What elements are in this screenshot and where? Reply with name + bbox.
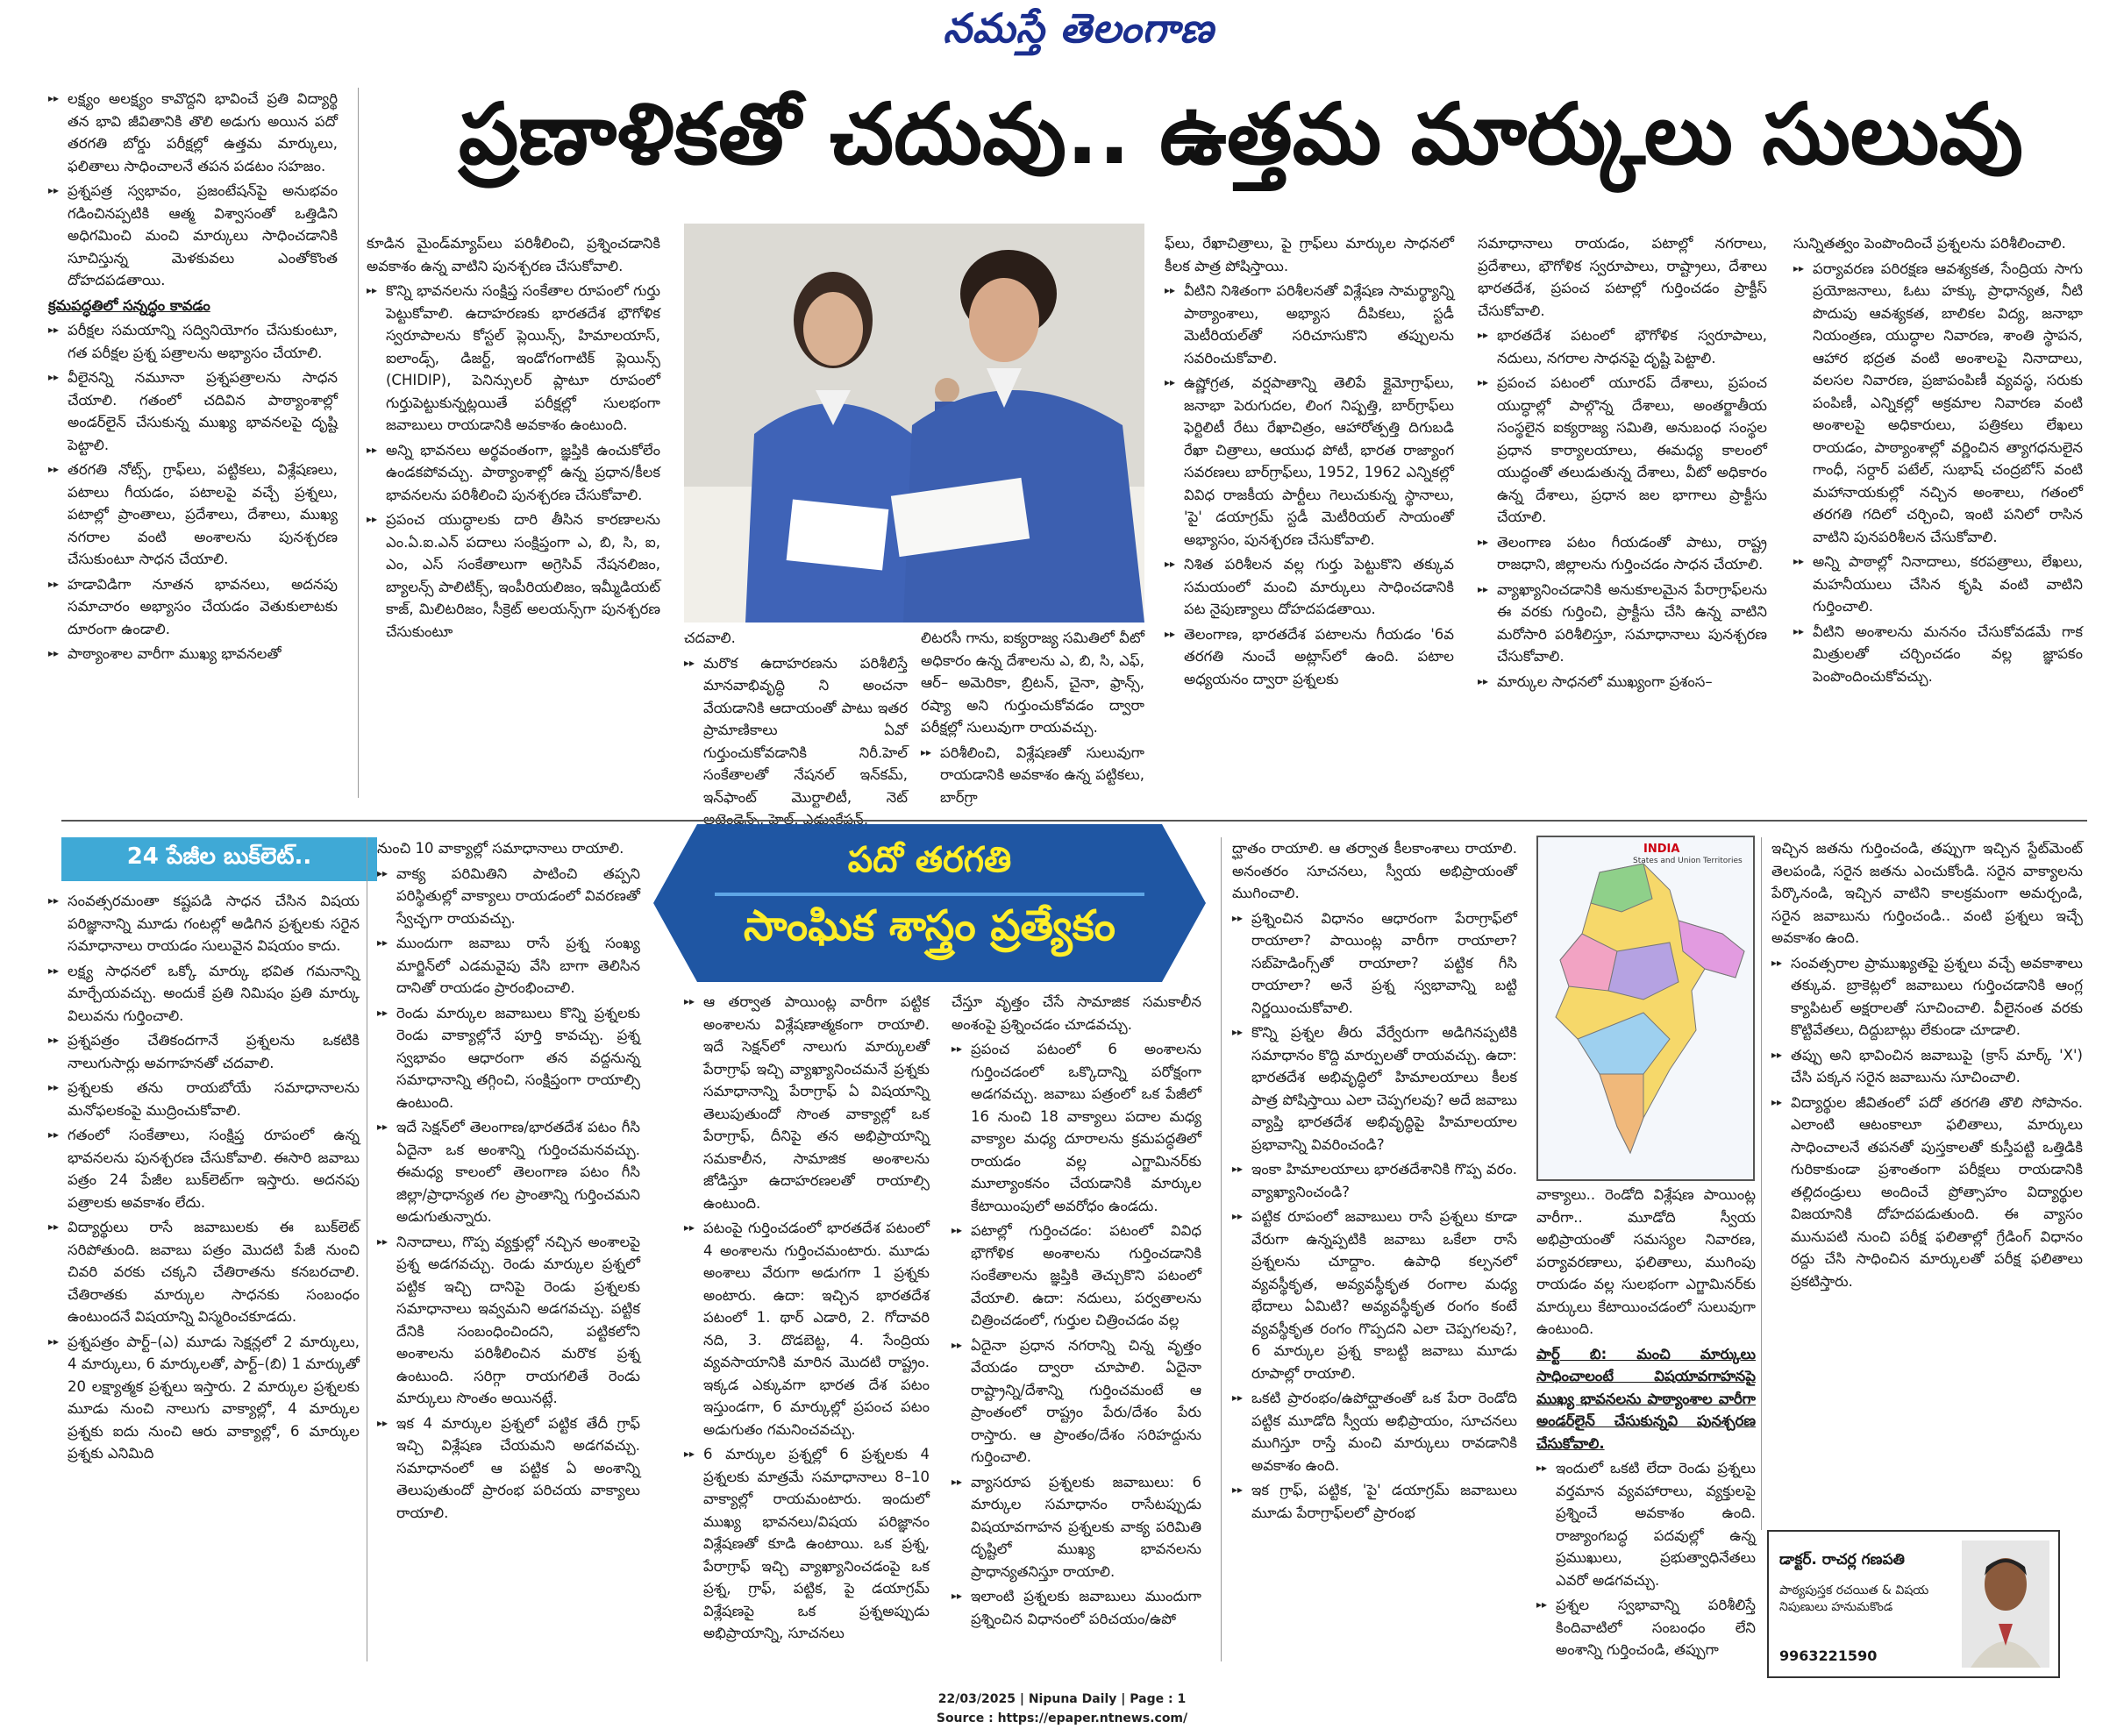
paragraph: చేస్తూ వృత్తం చేసే సామాజిక సమకాలీన అంశంపై ప్రశ్నించడం చూడవచ్చు. — [952, 993, 1201, 1033]
paragraph: ▸▸ తెలంగాణ, భారతదేశ పటాలను గీయడం '6వ తరగతి నుంచే అట్లాస్‌లో ఉంది. పటాల అధ్యయనం ద్వారా ప్రశ్నలకు — [1165, 623, 1454, 691]
bottom-col-2 — [377, 837, 640, 1661]
paragraph: ▸▸ సంవత్సరమంతా కష్టపడి సాధన చేసిన విషయ పరిజ్ఞానాన్ని మూడు గంటల్లో అడిగిన ప్రశ్నలకు సరైన సమాధానాలు రాయడం సులువైన విషయం కాదు. — [48, 890, 360, 957]
paragraph: ▸▸ పాఠ్యాంశాల వారీగా ముఖ్య భావనలతో — [48, 643, 338, 665]
bottom-col-1 — [48, 890, 360, 1661]
paragraph: ▸▸ విద్యార్థుల జీవితంలో పదో తరగతి తొలి సోపానం. ఎలాంటి ఆటంకాలూ ఫలితాలు, మార్కులు సాధించాలనే తపనతో పుస్తకాలతో కుస్తీపట్టి ఒత్తిడికి గురికాకుండా ప్రశాంతంగా పరీక్షలు రాయడానికి తల్లిదండ్రులు అందించే ప్రోత్సాహం విద్యార్థుల విజయానికి దోహదపడుతుంది. ఈ వ్యాసం మునుపటి నుంచి పరీక్ష ఫలితాల్లో గ్రేడింగ్ విధానం రద్దు చేసి సాధించిన మార్కులతో పరీక్ష ఫలితాలు ప్రకటిస్తారు. — [1771, 1092, 2083, 1293]
paragraph: ▸▸ వాక్య పరిమితిని పాటించి తప్పని పరిస్థితుల్లో వాక్యాలు రాయడంలో వివరణతో స్వేచ్ఛగా రాయవచ్చు. — [377, 863, 640, 930]
paragraph: ▸▸ తరగతి నోట్స్, గ్రాఫ్‌లు, పట్టికలు, విశ్లేషణలు, పటాలు గీయడం, పటాలపై వచ్చే ప్రశ్నలు, పటాల్లో ప్రాంతాలు, ప్రదేశాలు, దేశాలు, ముఖ్య నగరాల వంటి అంశాలను పునశ్చరణ చేసుకుంటూ సాధన చేయాలి. — [48, 459, 338, 571]
paragraph: ▸▸ ఆ తర్వాత పాయింట్ల వారీగా పట్టిక అంశాలను విశ్లేషణాత్మకంగా రాయాలి. ఇదే సెక్షన్‌లో నాలుగు మార్కులతో పేరాగ్రాఫ్ ఇచ్చి వ్యాఖ్యానించమనే ప్రశ్నకు సమాధానాన్ని పేరాగ్రాఫ్ ఏ విషయాన్ని తెలుపుతుందో సొంత వాక్యాల్లో ఒక పేరాగ్రాఫ్, దీనిపై తన అభిప్రాయాన్ని సమకాలీన, సామాజిక అంశాలను జోడిస్తూ ఉదాహరణలతో రాయాల్సి ఉంటుంది. — [684, 991, 930, 1214]
students-photo — [684, 224, 1144, 623]
paragraph: సున్నితత్వం పెంపొందించే ప్రశ్నలను పరిశీలించాలి. — [1793, 235, 2066, 252]
paragraph: ▸▸ తప్పు అని భావించిన జవాబుపై (క్రాస్ మార్క్ 'X') చేసి పక్కన సరైన జవాబును సూచించాలి. — [1771, 1044, 2083, 1089]
paragraph: ▸▸ వీలైనన్ని నమూనా ప్రశ్నపత్రాలను సాధన చేయాలి. గతంలో చదివిన పాఠ్యాంశాల్లో అండర్‌లైన్ చేసుకున్న ముఖ్య భావనలపై దృష్టి పెట్టాలి. — [48, 366, 338, 456]
paragraph: ▸▸ పటంపై గుర్తించడంలో భారతదేశ పటంలో 4 అంశాలను గుర్తించమంటారు. మూడు అంశాలు వేరుగా అడుగగా 1 ప్రశ్నకు అంటారు. ఉదా: ఇచ్చిన భారతదేశ పటంలో 1. థార్ ఎడారి, 2. గోదావరి నది, 3. దొడబెట్ట, 4. సేంద్రియ వ్యవసాయానికి మారిన మొదటి రాష్ట్రం. ఇక్కడ ఎక్కువగా భారత దేశ పటం ఇస్తుండగా, 6 మార్కుల్లో ప్రపంచ పటం అడుగుతం గమనించవచ్చు. — [684, 1217, 930, 1441]
paragraph: ఫ్‌లు, రేఖాచిత్రాలు, పై గ్రాఫ్‌లు మార్కుల సాధనలో కీలక పాత్ర పోషిస్తాయి. — [1165, 235, 1454, 274]
top-col-1 — [48, 88, 338, 802]
bottom-col-4 — [952, 991, 1201, 1661]
paragraph: ▸▸ ఇంకా హిమాలయాలు భారతదేశానికి గొప్ప వరం. వ్యాఖ్యానించండి? — [1232, 1158, 1517, 1203]
paragraph: ▸▸ ప్రపంచ యుద్ధాలకు దారి తీసిన కారణాలను ఎం.ఏ.ఐ.ఎన్ పదాలు సంక్షిప్తంగా ఎ, బి, సి, ఐ, ఎం, ఎస్ సంకేతాలుగా అగ్రెసివ్ నేషనలిజం, బ్యాలన్స్ పాలిటిక్స్, ఇంపీరియలిజం, ఇమ్మీడియట్ కాజ్, మిలిటరిజం, సీక్రెట్ అలయన్స్‌గా పునశ్చరణ చేసుకుంటూ — [367, 509, 660, 643]
paragraph: ▸▸ ఉష్ణోగ్రత, వర్షపాతాన్ని తెలిపే క్లైమోగ్రాఫ్‌లు, జనాభా పెరుగుదల, లింగ నిష్పత్తి, బార్‌గ్రాఫ్‌లు ఫెర్టిలిటీ రేటు రేఖాచిత్రం, ఆహారోత్పత్తి దిగుబడి రేఖా చిత్రాలు, ఆయుధ పోటీ, భారత రాజ్యాంగ సవరణలు బార్‌గ్రాఫ్‌లు, 1952, 1962 ఎన్నికల్లో వివిధ రాజకీయ పార్టీలు గెలుచుకున్న స్థానాలు, 'పై' డయాగ్రమ్ స్టడీ మెటీరియల్ సాయంతో అభ్యాసం, పునశ్చరణ చేసుకోవాలి. — [1165, 372, 1454, 551]
paragraph: ▸▸ విద్యార్థులు రాసే జవాబులకు ఈ బుక్‌లెట్ సరిపోతుంది. జవాబు పత్రం మొదటి పేజీ నుంచి చివరి వరకు చక్కని చేతిరాతను కనబరచాలి. చేతిరాతకు మార్కుల సాధనకు సంబంధం ఉంటుందనే విషయాన్ని విస్మరించకూడదు. — [48, 1216, 360, 1328]
paragraph: ▸▸ ఏదైనా ప్రధాన నగరాన్ని చిన్న వృత్తం వేయడం ద్వారా చూపాలి. ఏదైనా రాష్ట్రాన్ని/దేశాన్ని గుర్తించమంటే ఆ ప్రాంతంలో రాష్ట్రం పేరు/దేశం పేరు రాస్తారు. ఆ ప్రాంతం/దేశం సరిహద్దును గుర్తించాలి. — [952, 1334, 1201, 1469]
author-phone: 9963221590 — [1779, 1647, 1878, 1664]
masthead-logo: నమస్తే తెలంగాణ — [943, 4, 1215, 52]
map-subtitle: States and Union Territories — [1633, 857, 1743, 865]
paragraph: ▸▸ ప్రశ్నపత్రం పార్ట్–(ఎ) మూడు సెక్షన్లలో 2 మార్కులు, 4 మార్కులు, 6 మార్కులతో, పార్ట్–(బి) 1 మార్కుతో 20 లక్ష్యాత్మక ప్రశ్నలు ఇస్తారు. 2 మార్కుల ప్రశ్నలకు మూడు నుంచి నాలుగు వాక్యాల్లో, 4 మార్కుల ప్రశ్నకు ఐదు నుంచి ఆరు వాక్యాల్లో, 6 మార్కుల ప్రశ్నకు ఎనిమిది — [48, 1331, 360, 1465]
paragraph: ▸▸ అన్ని పాఠాల్లో నినాదాలు, కరపత్రాలు, లేఖలు, మహనీయులు చేసిన కృషి వంటి వాటిని గుర్తించాలి. — [1793, 551, 2083, 618]
paragraph: సమాధానాలు రాయడం, పటాల్లో నగరాలు, ప్రదేశాలు, భౌగోళిక స్వరూపాలు, రాష్ట్రాలు, దేశాలు భారతదేశ, ప్రపంచ పటాల్లో గుర్తించడం ప్రాక్టీస్ చేసుకోవాలి. — [1478, 235, 1767, 319]
paragraph: ▸▸ మరొక ఉదాహరణను పరిశీలిస్తే మానవాభివృద్ధి ని అంచనా వేయడానికి ఆదాయంతో పాటు ఇతర ప్రామాణికాలు ఏవో గుర్తుంచుకోవడానికి నిరీ.హెల్ సంకేతాలతో నేషనల్ ఇన్‌కమ్, ఇన్‌ఫాంట్ మొర్టాలిటీ, నెట్ — [684, 652, 908, 831]
paragraph: చదవాలి. — [684, 630, 736, 646]
paragraph: ▸▸ వ్యాఖ్యానించడానికి అనుకూలమైన పేరాగ్రాఫ్‌లను ఈ వరకు గుర్తించి, ప్రాక్టీసు చేసి ఉన్న వాటిని మరోసారి పరిశీలిస్తూ, సమాధానాలు పునశ్చరణ చేసుకోవాలి. — [1478, 579, 1767, 668]
top-col-7 — [1793, 232, 2083, 802]
paragraph: ▸▸ ప్రశ్నలకు తను రాయబోయే సమాధానాలను మనోఫలకంపై ముద్రించుకోవాలి. — [48, 1077, 360, 1121]
author-box — [1767, 1530, 2060, 1678]
banner-line-1: పదో తరగతి — [847, 840, 1012, 880]
paragraph: ▸▸ రెండు మార్కుల జవాబులు కొన్ని ప్రశ్నలకు రెండు వాక్యాల్లోనే పూర్తి కావచ్చు. ప్రశ్న స్వభావం ఆధారంగా తన వద్దనున్న సమాధానాన్ని తగ్గించి, సంక్షిప్తంగా రాయాల్సి ఉంటుంది. — [377, 1002, 640, 1114]
paragraph: ▸▸ వీటిని అంశాలను మననం చేసుకోవడమే గాక మిత్రులతో చర్చించడం వల్ల జ్ఞాపకం పెంపొందించుకోవచ్చు. — [1793, 621, 2083, 688]
paragraph: ▸▸ ఇందులో ఒకటి లేదా రెండు ప్రశ్నలు వర్తమాన వ్యవహారాలు, వ్యక్తులపై ప్రశ్నించే అవకాశం ఉంది. రాజ్యాంగబద్ధ పదవుల్లో ఉన్న ప్రముఖులు, ప్రభుత్వాధినేతలు ఎవరో అడగవచ్చు. — [1536, 1457, 1756, 1591]
map-title: INDIA — [1643, 843, 1680, 856]
paragraph: ▸▸ ఇక గ్రాఫ్, పట్టిక, 'పై' డయాగ్రమ్ జవాబులు మూడు పేరాగ్రాఫ్‌లలో ప్రారంభ — [1232, 1479, 1517, 1524]
paragraph: ▸▸ ఒకటి ప్రారంభం/ఉపోద్ఘాతంతో ఒక పేరా రెండోది పట్టిక మూడోది స్వీయ అభిప్రాయం, సూచనలు ముగిస్తూ రాస్తే మంచి మార్కులు రావడానికి అవకాశం ఉంది. — [1232, 1387, 1517, 1476]
paragraph: ▸▸ నిశిత పరిశీలన వల్ల గుర్తు పెట్టుకొని తక్కువ సమయంలో మంచి మార్కులు సాధించడానికి పట నైపుణ్యాలు దోహదపడతాయి. — [1165, 553, 1454, 621]
paragraph: ▸▸ వీటిని నిశితంగా పరిశీలనతో విశ్లేషణ సామర్థ్యాన్ని పాఠ్యాంశాలు, అభ్యాస దీపికలు, స్టడీ మెటీరియల్‌తో సరిచూసుకొని తప్పులను సవరించుకోవాలి. — [1165, 280, 1454, 369]
paragraph: ▸▸ పటాల్లో గుర్తించడం: పటంలో వివిధ భౌగోళిక అంశాలను గుర్తించడానికి సంకేతాలను జ్ఞప్తికి తెచ్చుకొని పటంలో వేయాలి. ఉదా: నదులు, పర్వతాలను చిత్రించడంలో, గుర్తుల చిత్రించడం వల్ల — [952, 1220, 1201, 1332]
author-role: పాఠ్యపుస్తక రచయిత & విషయ నిపుణులు హనుమకొండ — [1779, 1583, 1929, 1614]
paragraph: ▸▸ పరిశీలించి, విశ్లేషణతో సులువుగా రాయడానికి అవకాశం ఉన్న పట్టికలు, బార్‌గ్రా — [921, 742, 1144, 809]
bottom-col-3 — [684, 991, 930, 1661]
banner-line-2: సాంఘిక శాస్త్రం ప్రత్యేకం — [743, 901, 1116, 950]
paragraph: లిటరసీ గాను, ఐక్యరాజ్య సమితిలో వీటో అధికారం ఉన్న దేశాలను ఎ, బి, సి, ఎఫ్, ఆర్– అమెరికా, బ్రిటన్, చైనా, ఫ్రాన్స్, రష్యా అని గుర్తుంచుకోవడం ద్వారా పరీక్షల్లో సులువుగా రాయవచ్చు. — [921, 630, 1144, 736]
paragraph: ▸▸ వ్యాసరూప ప్రశ్నలకు జవాబులు: 6 మార్కుల సమాధానం రాసేటప్పుడు విషయావగాహన ప్రశ్నలకు వాక్య పరిమితి దృష్టిలో ముఖ్య భావనలను ప్రాధాన్యతనిస్తూ రాయాలి. — [952, 1471, 1201, 1583]
top-col-3 — [684, 627, 908, 806]
paragraph: ▸▸ ఇక 4 మార్కుల ప్రశ్నలో పట్టిక తేదీ గ్రాఫ్ ఇచ్చి విశ్లేషణ చేయమని అడగవచ్చు. సమాధానంలో ఆ పట్టిక ఏ అంశాన్ని తెలుపుతుందో ప్రారంభ పరిచయ వాక్యాలు రాయాలి. — [377, 1412, 640, 1525]
paragraph: ▸▸ పరీక్షల సమయాన్ని సద్వినియోగం చేసుకుంటూ, గత పరీక్షల ప్రశ్న పత్రాలను అభ్యాసం చేయాలి. — [48, 319, 338, 364]
footer-date-line: 22/03/2025 | Nipuna Daily | Page : 1 — [937, 1692, 1187, 1706]
headline: ప్రణాళికతో చదువు.. ఉత్తమ మార్కులు సులువు — [458, 85, 2023, 183]
paragraph: ▸▸ కొన్ని భావనలను సంక్షిప్త సంకేతాల రూపంలో గుర్తు పెట్టుకోవాలి. ఉదాహరణకు భారతదేశ భౌగోళిక స్వరూపాలను కోస్టల్ ప్లెయిన్స్, హిమాలయాస్, ఐలాండ్స్, డిజర్ట్, ఇండోగంగాటిక్ ప్లెయిన్స్ (CHIDIP), పెనిన్సులర్ ప్లాటూ రూపంలో గుర్తుపెట్టుకున్నట్లయితే పరీక్షల్లో సులభంగా జవాబులు రాయడానికి అవకాశం ఉంటుంది. — [367, 280, 660, 437]
paragraph: ▸▸ ప్రపంచ పటంలో యూరప్ దేశాలు, ప్రపంచ యుద్ధాల్లో పాల్గొన్న దేశాలు, అంతర్జాతీయ సంస్థలైన ఐక్యరాజ్య సమితి, అనుబంధ సంస్థల ప్రధాన కార్యాలయాలు, ఈమధ్య కాలంలో యుద్ధంతో తలుడుతున్న దేశాలు, వీటో అధికారం ఉన్న దేశాలు, ప్రధాన జల భాగాలు ప్రాక్టీసు చేయాలి. — [1478, 372, 1767, 529]
paragraph: ▸▸ కొన్ని ప్రశ్నల తీరు వేర్వేరుగా అడిగినప్పటికి సమాధానం కొద్ది మార్పులతో రాయవచ్చు. ఉదా: భారతదేశ అభివృద్ధిలో హిమాలయాలు కీలక పాత్ర పోషిస్తాయి ఎలా చెప్పగలవు? అదే జవాబు వ్యాప్తి భారతదేశ అభివృద్ధిపై హిమాలయాల ప్రభావాన్ని వివరించండి? — [1232, 1021, 1517, 1156]
top-col-4 — [921, 627, 1144, 806]
top-col-2 — [367, 232, 660, 802]
column-rule — [1761, 837, 1762, 1530]
footer-source-line: Source : https://epaper.ntnews.com/ — [936, 1711, 1188, 1725]
author-name: డాక్టర్. రాచర్ల గణపతి — [1779, 1551, 1905, 1569]
booklet-box: 24 పేజీల బుక్‌లెట్.. — [61, 837, 377, 881]
paragraph: ▸▸ ప్రపంచ పటంలో 6 అంశాలను గుర్తించడంలో ఒక్కొదాన్ని పరోక్షంగా అడగవచ్చు. జవాబు పత్రంలో ఒక పేజీలో 16 నుంచి 18 వాక్యాలు పదాల మధ్య వాక్యాల మధ్య దూరాలను క్రమపద్ధతిలో రాయడం వల్ల ఎగ్జామినర్‌కు మూల్యాంకనం చేయడానికి మార్కుల కేటాయింపులో అవరోధం ఉండదు. — [952, 1038, 1201, 1217]
author-photo — [1962, 1540, 2049, 1668]
paragraph: ▸▸ మార్కుల సాధనలో ముఖ్యంగా ప్రశంస– — [1478, 671, 1767, 694]
bottom-col-5 — [1232, 837, 1517, 1661]
top-col-6 — [1478, 232, 1767, 802]
paragraph: ▸▸ ప్రశ్నపత్ర స్వభావం, ప్రజంటేషన్‌పై అనుభవం గడించినప్పటికి ఆత్మ విశ్వాసంతో ఒత్తిడిని అధిగమించి మంచి మార్కులు సాధించడానికి సూచిస్తున్న మెళకువలు ఎంతోకొంత దోహదపడతాయి. — [48, 180, 338, 292]
subheading: క్రమపద్ధతిలో సన్నద్ధం కావడం — [48, 296, 210, 314]
column-rule — [358, 88, 359, 798]
paragraph: ▸▸ పర్యావరణ పరిరక్షణ ఆవశ్యకత, సేంద్రియ సాగు ప్రయోజనాలు, ఓటు హక్కు ప్రాధాన్యత, నీటి పొదుపు ఆవశ్యకత, బాలికల విద్య, జనాభా నియంత్రణ, యుద్ధాల నివారణ, శాంతి స్థాపన, ఆహార భద్రత వంటి అంశాలపై నినాదాలు, వలసల నివారణ, ప్రజాపంపిణీ వ్యవస్థ, సరుకు పంపిణీ, ఎన్నికల్లో అక్రమాల నివారణ వంటి అంశాలపై అధికారులు, పత్రికలు లేఖలు రాయడం, పాఠ్యాంశాల్లో వర్ణించిన త్యాగధనులైన గాంధీ, సర్దార్ పటేల్, సుభాష్ చంద్రబోస్ వంటి మహానాయకుల్లో నచ్చిన అంశాలు, గతంలో తరగతి గదిలో చర్చించి, ఇంటి పనిలో రాసిన వాటిని పునపరిశీలన చేసుకోవాలి. — [1793, 258, 2083, 549]
paragraph: ▸▸ ముందుగా జవాబు రాసే ప్రశ్న సంఖ్య మార్జిన్‌లో ఎడమవైపు వేసి బాగా తెలిసిన దానితో రాయడం ప్రారంభించాలి. — [377, 932, 640, 1000]
paragraph: ▸▸ ప్రశ్నల స్వభావాన్ని పరిశీలిస్తే కిందివాటిలో సంబంధం లేని అంశాన్ని గుర్తించండి, తప్పుగా — [1536, 1594, 1756, 1661]
paragraph: ▸▸ ప్రశ్నపత్రం చేతికందగానే ప్రశ్నలను ఒకటికి నాలుగుసార్లు అవగాహనతో చదవాలి. — [48, 1029, 360, 1074]
paragraph: ▸▸ సంవత్సరాల ప్రాముఖ్యతపై ప్రశ్నలు వచ్చే అవకాశాలు తక్కువ. బ్రాకెట్లలో జవాబులు గుర్తించడానికి ఆంగ్ల క్యాపిటల్ అక్షరాలతో సూచించాలి. వీలైనంత వరకు కొట్టివేతలు, దిద్దుబాట్లు లేకుండా చూడాలి. — [1771, 952, 2083, 1042]
paragraph: ▸▸ అన్ని భావనలు అర్థవంతంగా, జ్ఞప్తికి ఉంచుకోలేం ఉండకపోవచ్చు. పాఠ్యాంశాల్లో ఉన్న ప్రధాన/కీలక భావనలను పరిశీలించి పునశ్చరణ చేసుకోవాలి. — [367, 439, 660, 507]
paragraph: నుంచి 10 వాక్యాల్లో సమాధానాలు రాయాలి. — [377, 840, 624, 857]
paragraph: ▸▸ భారతదేశ పటంలో భౌగోళిక స్వరూపాలు, నదులు, నగరాల సాధనపై దృష్టి పెట్టాలి. — [1478, 324, 1767, 369]
paragraph: ▸▸ పట్టిక రూపంలో జవాబులు రాసే ప్రశ్నలు కూడా వేరుగా ఉన్నప్పటికి జవాబు ఒకేలా రాసే ప్రశ్నలను చూద్దాం. ఉపాధి కల్పనలో వ్యవస్థీకృత, అవ్యవస్థీకృత రంగాల మధ్య భేదాలు ఏమిటి? అవ్యవస్థీకృత రంగం కంటే వ్యవస్థీకృత రంగం గొప్పదని ఎలా చెప్పగలవు?, 6 మార్కుల ప్రశ్న కాబట్టి జవాబు మూడు రూపాల్లో రాయాలి. — [1232, 1206, 1517, 1384]
top-col-5 — [1165, 232, 1454, 802]
section-divider — [61, 820, 2087, 822]
india-map — [1536, 836, 1755, 1181]
section-banner — [653, 824, 1206, 982]
column-rule — [1221, 837, 1222, 1661]
bottom-col-6 — [1536, 1184, 1756, 1661]
paragraph: ▸▸ ఇలాంటి ప్రశ్నలకు జవాబులు ముందుగా ప్రశ్నించిన విధానంలో పరిచయం/ఉపో — [952, 1585, 1201, 1630]
paragraph: వాక్యాలు.. రెండోది విశ్లేషణ పాయింట్ల వారీగా.. మూడోది స్వీయ అభిప్రాయంతో సమస్యల నివారణ, పర్యావరణాలు, ఫలితాలు, ముగింపు రాయడం వల్ల సులభంగా ఎగ్జామినర్‌కు మార్కులు కేటాయించడంలో సులువుగా ఉంటుంది. — [1536, 1186, 1756, 1337]
paragraph: ▸▸ లక్ష్యం అలక్ష్యం కావొద్దని భావించే ప్రతి విద్యార్థి తన భావి జీవితానికి తొలి అడుగు అయిన పదో తరగతి బోర్డు పరీక్షల్లో ఉత్తమ మార్కులు, ఫలితాలు సాధించాలనే తపన పడటం సహజం. — [48, 88, 338, 177]
paragraph: ▸▸ లక్ష్య సాధనలో ఒక్కో మార్కు భవిత గమనాన్ని మార్చేయవచ్చు. అందుకే ప్రతి నిమిషం ప్రతి మార్కు విలువను గుర్తించాలి. — [48, 960, 360, 1028]
paragraph: ▸▸ హడావిడిగా నూతన భావనలు, అదనపు సమాచారం అభ్యాసం చేయడం వెతుకులాటకు దూరంగా ఉండాలి. — [48, 573, 338, 641]
bottom-col-7 — [1771, 837, 2083, 1521]
paragraph: ▸▸ 6 మార్కుల ప్రశ్నల్లో 6 ప్రశ్నలకు 4 ప్రశ్నలకు మాత్రమే సమాధానాలు 8–10 వాక్యాల్లో రాయమంటారు. ఇందులో ముఖ్య భావనలు/విషయ పరిజ్ఞానం విశ్లేషణతో కూడి ఉంటాయి. ఒక ప్రశ్న, పేరాగ్రాఫ్ ఇచ్చి వ్యాఖ్యానించడంపై ఒక ప్రశ్న, గ్రాఫ్, పట్టిక, పై డయాగ్రమ్ విశ్లేషణపై ఒక ప్రశ్నఅప్పుడు అభిప్రాయాన్ని, సూచనలు — [684, 1443, 930, 1645]
paragraph: ▸▸ నినాదాలు, గొప్ప వ్యక్తుల్లో నచ్చిన అంశాలపై ప్రశ్న అడగవచ్చు. రెండు మార్కుల ప్రశ్నలో పట్టిక ఇచ్చి దానిపై రెండు ప్రశ్నలకు సమాధానాలు ఇవ్వమని అడగవచ్చు. పట్టిక దేనికి సంబంధించిందని, పట్టికలోని అంశాలను పరిశీలించిన మరొక ప్రశ్న ఉంటుంది. సరిగ్గా రాయగలితే రెండు మార్కులు సొంతం అయినట్లే. — [377, 1231, 640, 1410]
paragraph: ▸▸ తెలంగాణ పటం గీయడంతో పాటు, రాష్ట్ర రాజధాని, జిల్లాలను గుర్తించడం సాధన చేయాలి. — [1478, 531, 1767, 576]
paragraph: ▸▸ ప్రశ్నించిన విధానం ఆధారంగా పేరాగ్రాఫ్‌లో రాయాలా? పాయింట్ల వారీగా రాయాలా? సబ్‌హెడింగ్స్‌తో రాయాలా? పట్టిక గీసి రాయాలా? అనే ప్రశ్న స్వభావాన్ని బట్టి నిర్ణయించుకోవాలి. — [1232, 907, 1517, 1020]
paragraph: ద్ఘాతం రాయాలి. ఆ తర్వాత కీలకాంశాలు రాయాలి. అనంతరం సూచనలు, స్వీయ అభిప్రాయంతో ముగించాలి. — [1232, 840, 1517, 901]
paragraph: ▸▸ గతంలో సంకేతాలు, సంక్షిప్త రూపంలో ఉన్న భావనలను పునశ్చరణ చేసుకోవాలి. ఈసారి జవాబు పత్రం 24 పేజీల బుక్‌లెట్‌గా ఇస్తారు. అదనపు పత్రాలకు అవకాశం లేదు. — [48, 1124, 360, 1213]
paragraph: కూడిన మైండ్‌మ్యాప్‌లు పరిశీలించి, ప్రశ్నించడానికి అవకాశం ఉన్న వాటిని పునశ్చరణ చేసుకోవాలి. — [367, 235, 660, 274]
subheading: పార్ట్ బి: మంచి మార్కులు సాధించాలంటే విషయావగాహనపై ముఖ్య భావనలను పాఠ్యాంశాల వారీగా అండర్‌లైన్ చేసుకున్నవి పునశ్చరణ చేసుకోవాలి. — [1536, 1345, 1756, 1452]
paragraph: ఇచ్చిన జతను గుర్తించండి, తప్పుగా ఇచ్చిన స్టేట్‌మెంట్ తెలపండి, సరైన జతను ఎంచుకోండి. సరైన వాక్యాలను పేర్కొనండి, ఇచ్చిన వాటిని కాలక్రమంగా అమర్చండి, సరైన జవాబును గుర్తించండి.. వంటి ప్రశ్నలు ఇచ్చే అవకాశం ఉంది. — [1771, 840, 2083, 946]
paragraph: ▸▸ ఇదే సెక్షన్‌లో తెలంగాణ/భారతదేశ పటం గీసి ఏదైనా ఒక అంశాన్ని గుర్తించమనవచ్చు. ఈమధ్య కాలంలో తెలంగాణ పటం గీసి జిల్లా/ప్రాధాన్యత గల ప్రాంతాన్ని గుర్తించమని అడుగుతున్నారు. — [377, 1116, 640, 1228]
